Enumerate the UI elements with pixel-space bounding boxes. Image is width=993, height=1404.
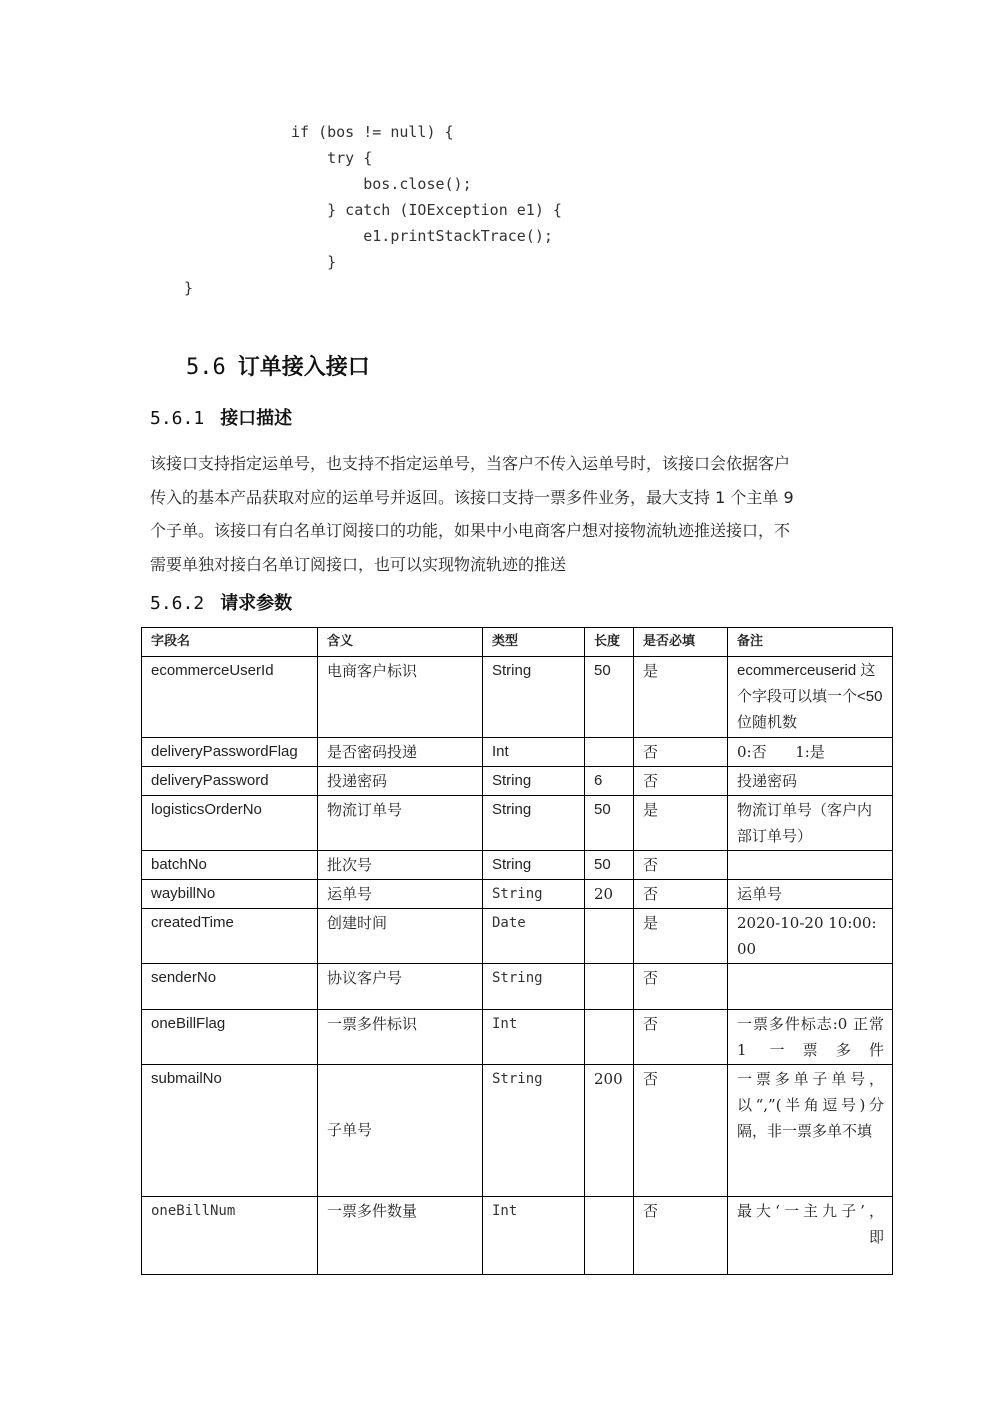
required-cell: 否 xyxy=(634,880,728,909)
meaning-cell: 一票多件数量 xyxy=(318,1197,483,1275)
field-cell: deliveryPasswordFlag xyxy=(142,738,318,767)
table-header-row xyxy=(142,628,893,657)
meaning-cell: 投递密码 xyxy=(318,767,483,796)
field-cell: submailNo xyxy=(142,1065,318,1197)
field-cell: createdTime xyxy=(142,909,318,964)
type-cell: String xyxy=(483,851,585,880)
required-cell: 否 xyxy=(634,1010,728,1065)
meaning-cell: 子单号 xyxy=(318,1065,483,1197)
type-cell: String xyxy=(483,1065,585,1197)
required-cell: 否 xyxy=(634,767,728,796)
field-cell: ecommerceUserId xyxy=(142,657,318,738)
type-cell: Int xyxy=(483,738,585,767)
type-cell: String xyxy=(483,964,585,1010)
type-cell: String xyxy=(483,657,585,738)
description-paragraph xyxy=(150,447,850,581)
table-row xyxy=(142,1197,893,1275)
request-params-table xyxy=(141,627,893,1275)
table-row xyxy=(142,738,893,767)
note-cell: 物流订单号（客户内部订单号） xyxy=(728,796,893,851)
required-cell: 否 xyxy=(634,851,728,880)
field-cell: waybillNo xyxy=(142,880,318,909)
type-cell: String xyxy=(483,880,585,909)
meaning-cell: 运单号 xyxy=(318,880,483,909)
required-cell: 否 xyxy=(634,738,728,767)
note-cell: 投递密码 xyxy=(728,767,893,796)
type-cell: Date xyxy=(483,909,585,964)
table-row xyxy=(142,880,893,909)
table-row xyxy=(142,964,893,1010)
subsection-heading-description xyxy=(150,404,292,430)
note-text-tail: 即 xyxy=(868,1228,884,1246)
subsection-number: 5.6.2 xyxy=(150,593,205,614)
description-line: 传入的基本产品获取对应的运单号并返回。该接口支持一票多件业务，最大支持 1 个主单 9 xyxy=(150,487,794,507)
meaning-cell: 批次号 xyxy=(318,851,483,880)
length-cell xyxy=(585,964,634,1010)
note-cell: 2020-10-20 10:00:00 xyxy=(728,909,893,964)
header-cell: 字段名 xyxy=(142,628,318,657)
meaning-cell: 是否密码投递 xyxy=(318,738,483,767)
description-line: 个子单。该接口有白名单订阅接口的功能，如果中小电商客户想对接物流轨迹推送接口，不 xyxy=(150,521,791,540)
note-cell xyxy=(728,964,893,1010)
required-cell: 否 xyxy=(634,1065,728,1197)
header-cell: 备注 xyxy=(728,628,893,657)
field-cell: senderNo xyxy=(142,964,318,1010)
header-cell: 含义 xyxy=(318,628,483,657)
code-line: if (bos != null) { xyxy=(291,123,454,141)
subsection-title: 接口描述 xyxy=(220,408,293,429)
length-cell: 200 xyxy=(585,1065,634,1197)
note-cell: 运单号 xyxy=(728,880,893,909)
note-cell xyxy=(728,851,893,880)
note-cell: 0:否 1:是 xyxy=(728,738,893,767)
meaning-cell: 一票多件标识 xyxy=(318,1010,483,1065)
meaning-cell: 电商客户标识 xyxy=(318,657,483,738)
section-heading xyxy=(186,350,370,381)
subsection-title: 请求参数 xyxy=(220,593,293,614)
table-row xyxy=(142,851,893,880)
type-cell: Int xyxy=(483,1197,585,1275)
length-cell xyxy=(585,909,634,964)
length-cell: 20 xyxy=(585,880,634,909)
section-number: 5.6 xyxy=(186,355,226,380)
table-row xyxy=(142,909,893,964)
description-line: 该接口支持指定运单号，也支持不指定运单号，当客户不传入运单号时，该接口会依据客户 xyxy=(150,454,791,473)
length-cell: 50 xyxy=(585,796,634,851)
length-cell: 6 xyxy=(585,767,634,796)
length-cell: 50 xyxy=(585,851,634,880)
meaning-cell: 协议客户号 xyxy=(318,964,483,1010)
required-cell: 是 xyxy=(634,796,728,851)
note-cell: ecommerceuserid 这个字段可以填一个<50 位随机数 xyxy=(728,657,893,738)
field-cell: oneBillFlag xyxy=(142,1010,318,1065)
header-cell: 类型 xyxy=(483,628,585,657)
meaning-cell: 创建时间 xyxy=(318,909,483,964)
field-cell: oneBillNum xyxy=(142,1197,318,1275)
code-line: } xyxy=(291,253,337,271)
required-cell: 否 xyxy=(634,1197,728,1275)
code-line: bos.close(); xyxy=(291,175,472,193)
table-row xyxy=(142,796,893,851)
note-cell xyxy=(728,1197,893,1275)
type-cell: String xyxy=(483,767,585,796)
subsection-heading-params xyxy=(150,589,292,615)
subsection-number: 5.6.1 xyxy=(150,408,205,429)
code-line: e1.printStackTrace(); xyxy=(291,227,553,245)
type-cell: Int xyxy=(483,1010,585,1065)
field-cell: logisticsOrderNo xyxy=(142,796,318,851)
length-cell xyxy=(585,738,634,767)
meaning-cell: 物流订单号 xyxy=(318,796,483,851)
field-cell: batchNo xyxy=(142,851,318,880)
description-line: 需要单独对接白名单订阅接口，也可以实现物流轨迹的推送 xyxy=(150,554,567,574)
length-cell: 50 xyxy=(585,657,634,738)
required-cell: 是 xyxy=(634,657,728,738)
code-line: try { xyxy=(291,149,373,167)
length-cell xyxy=(585,1197,634,1275)
header-cell: 长度 xyxy=(585,628,634,657)
section-title: 订单接入接口 xyxy=(237,355,370,380)
table-row xyxy=(142,657,893,738)
table-row xyxy=(142,1065,893,1197)
code-line: } xyxy=(184,279,194,297)
code-line: } catch (IOException e1) { xyxy=(291,201,562,219)
note-cell: 一票多件标志:0 正常 1 一票多件 xyxy=(728,1010,893,1065)
table-row xyxy=(142,1010,893,1065)
required-cell: 否 xyxy=(634,964,728,1010)
header-cell: 是否必填 xyxy=(634,628,728,657)
type-cell: String xyxy=(483,796,585,851)
note-cell: 一票多单子单号，以“,”(半角逗号)分隔，非一票多单不填 xyxy=(728,1065,893,1197)
table-row xyxy=(142,767,893,796)
required-cell: 是 xyxy=(634,909,728,964)
length-cell xyxy=(585,1010,634,1065)
note-text: 最大‘一主九子’， xyxy=(737,1202,884,1220)
field-cell: deliveryPassword xyxy=(142,767,318,796)
